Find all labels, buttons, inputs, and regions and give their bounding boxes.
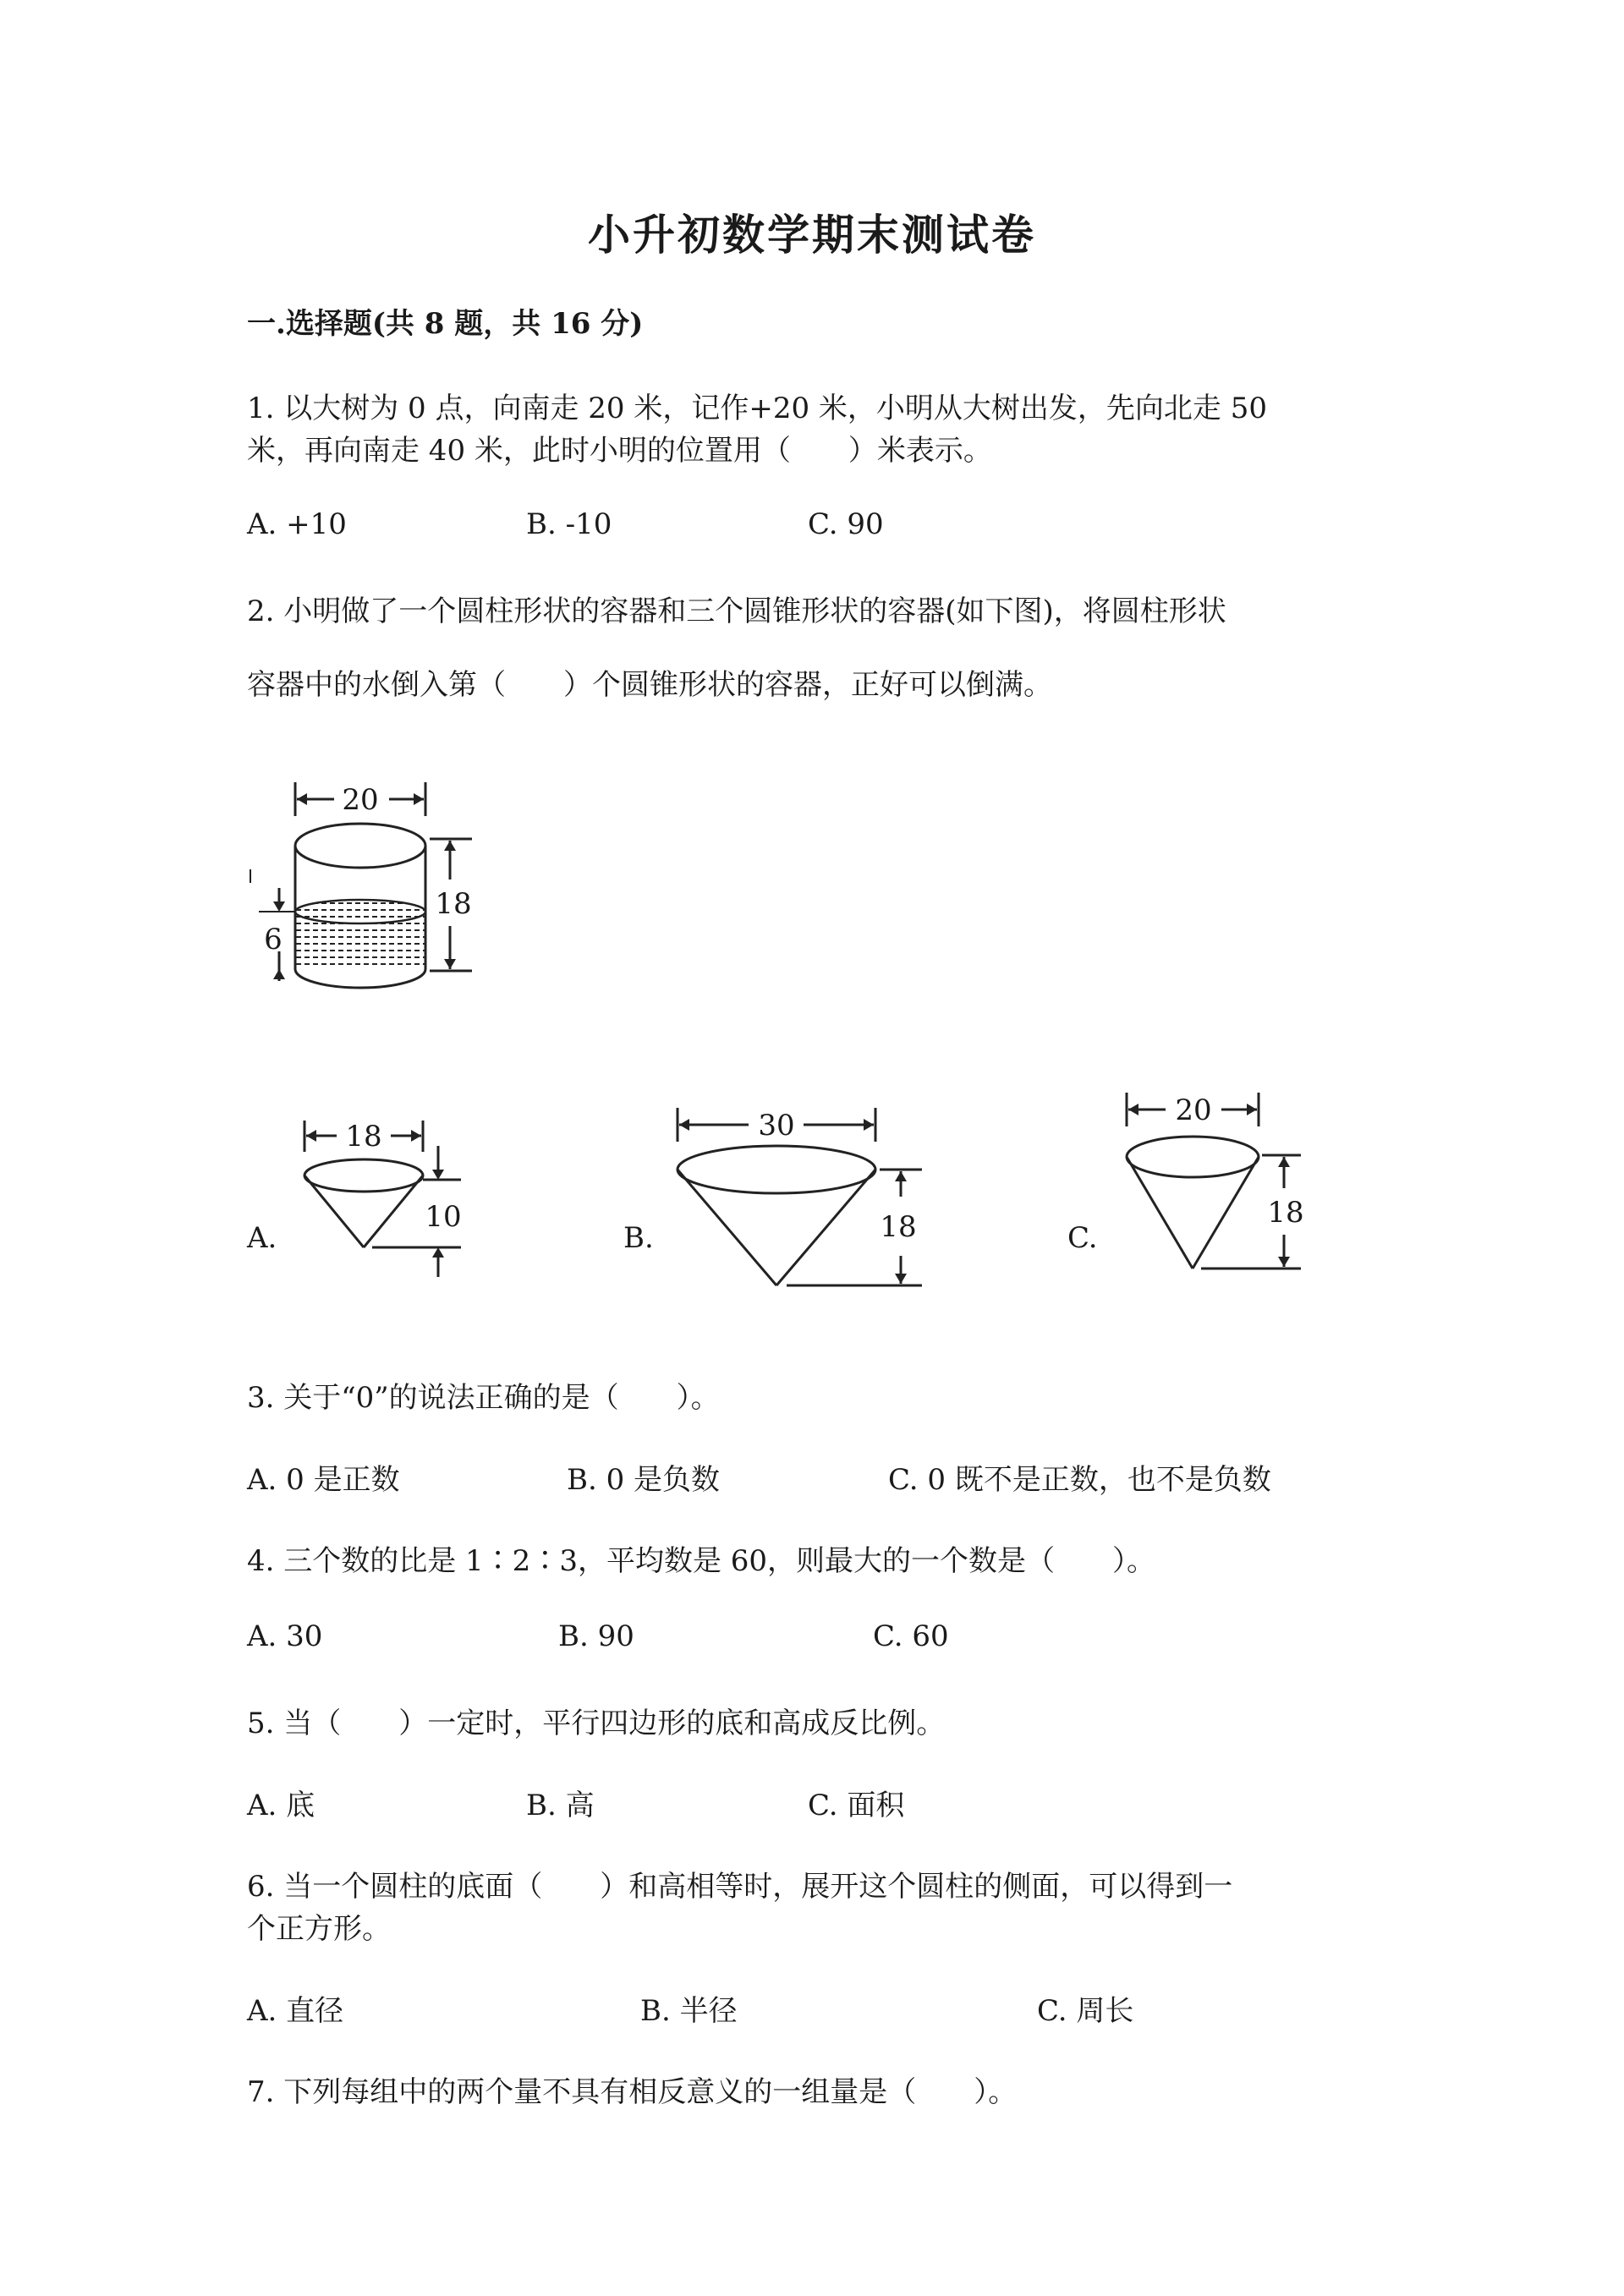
question-4-text: 4. 三个数的比是 1∶2∶3，平均数是 60，则最大的一个数是（ ）。 <box>247 1544 1156 1578</box>
question-4-option-a: A. 30 <box>247 1619 323 1653</box>
cone-a-diameter-label: 18 <box>345 1120 382 1153</box>
question-1-option-a: A. +10 <box>247 507 347 541</box>
cylinder-water-label: 6 <box>264 923 283 956</box>
cone-a-height-label: 10 <box>425 1200 462 1234</box>
question-1-option-c: C. 90 <box>808 507 884 541</box>
cylinder-diameter-label: 20 <box>342 783 379 817</box>
question-5-option-c: C. 面积 <box>808 1789 905 1822</box>
cylinder-height-label: 18 <box>435 887 472 921</box>
cone-b-option-label: B. <box>623 1221 654 1255</box>
cone-c-option-label: C. <box>1067 1221 1098 1255</box>
question-1-option-b: B. -10 <box>526 507 612 541</box>
question-6-line-1: 6. 当一个圆柱的底面（ ）和高相等时，展开这个圆柱的侧面，可以得到一 <box>247 1870 1233 1904</box>
question-6-option-c: C. 周长 <box>1037 1994 1134 2028</box>
question-6-line-2: 个正方形。 <box>247 1912 391 1946</box>
page-title: 小升初数学期末测试卷 <box>588 210 1036 260</box>
cone-c-diameter-label: 20 <box>1175 1093 1212 1127</box>
question-4-option-b: B. 90 <box>558 1619 634 1653</box>
question-3-option-b: B. 0 是负数 <box>567 1463 721 1497</box>
cone-a-figure <box>246 1120 462 1277</box>
section-heading: 一.选择题(共 8 题，共 16 分) <box>247 307 644 341</box>
cone-b-height-label: 18 <box>880 1210 917 1244</box>
question-6-option-b: B. 半径 <box>640 1994 738 2028</box>
cone-b-figure <box>623 1108 922 1285</box>
question-1-line-2: 米，再向南走 40 米，此时小明的位置用（ ）米表示。 <box>247 434 992 468</box>
question-5-option-b: B. 高 <box>526 1789 595 1822</box>
question-5-option-a: A. 底 <box>247 1789 315 1822</box>
question-3-option-a: A. 0 是正数 <box>247 1463 400 1497</box>
question-6-option-a: A. 直径 <box>247 1994 344 2028</box>
cone-b-diameter-label: 30 <box>758 1109 795 1143</box>
question-4-option-c: C. 60 <box>873 1619 949 1653</box>
question-2-line-2: 容器中的水倒入第（ ）个圆锥形状的容器，正好可以倒满。 <box>247 668 1052 702</box>
cone-a-option-label: A. <box>247 1221 277 1255</box>
question-3-text: 3. 关于“0”的说法正确的是（ ）。 <box>247 1381 720 1415</box>
question-2-line-1: 2. 小明做了一个圆柱形状的容器和三个圆锥形状的容器(如下图)，将圆柱形状 <box>247 595 1226 628</box>
question-7-text: 7. 下列每组中的两个量不具有相反意义的一组量是（ ）。 <box>247 2075 1018 2109</box>
cone-c-figure <box>1067 1093 1304 1269</box>
question-5-text: 5. 当（ ）一定时，平行四边形的底和高成反比例。 <box>247 1707 946 1740</box>
cone-c-height-label: 18 <box>1267 1196 1304 1230</box>
question-1-line-1: 1. 以大树为 0 点，向南走 20 米，记作+20 米，小明从大树出发，先向北走 50 <box>247 392 1268 425</box>
cylinder-figure <box>250 782 472 988</box>
question-3-option-c: C. 0 既不是正数，也不是负数 <box>888 1463 1271 1497</box>
